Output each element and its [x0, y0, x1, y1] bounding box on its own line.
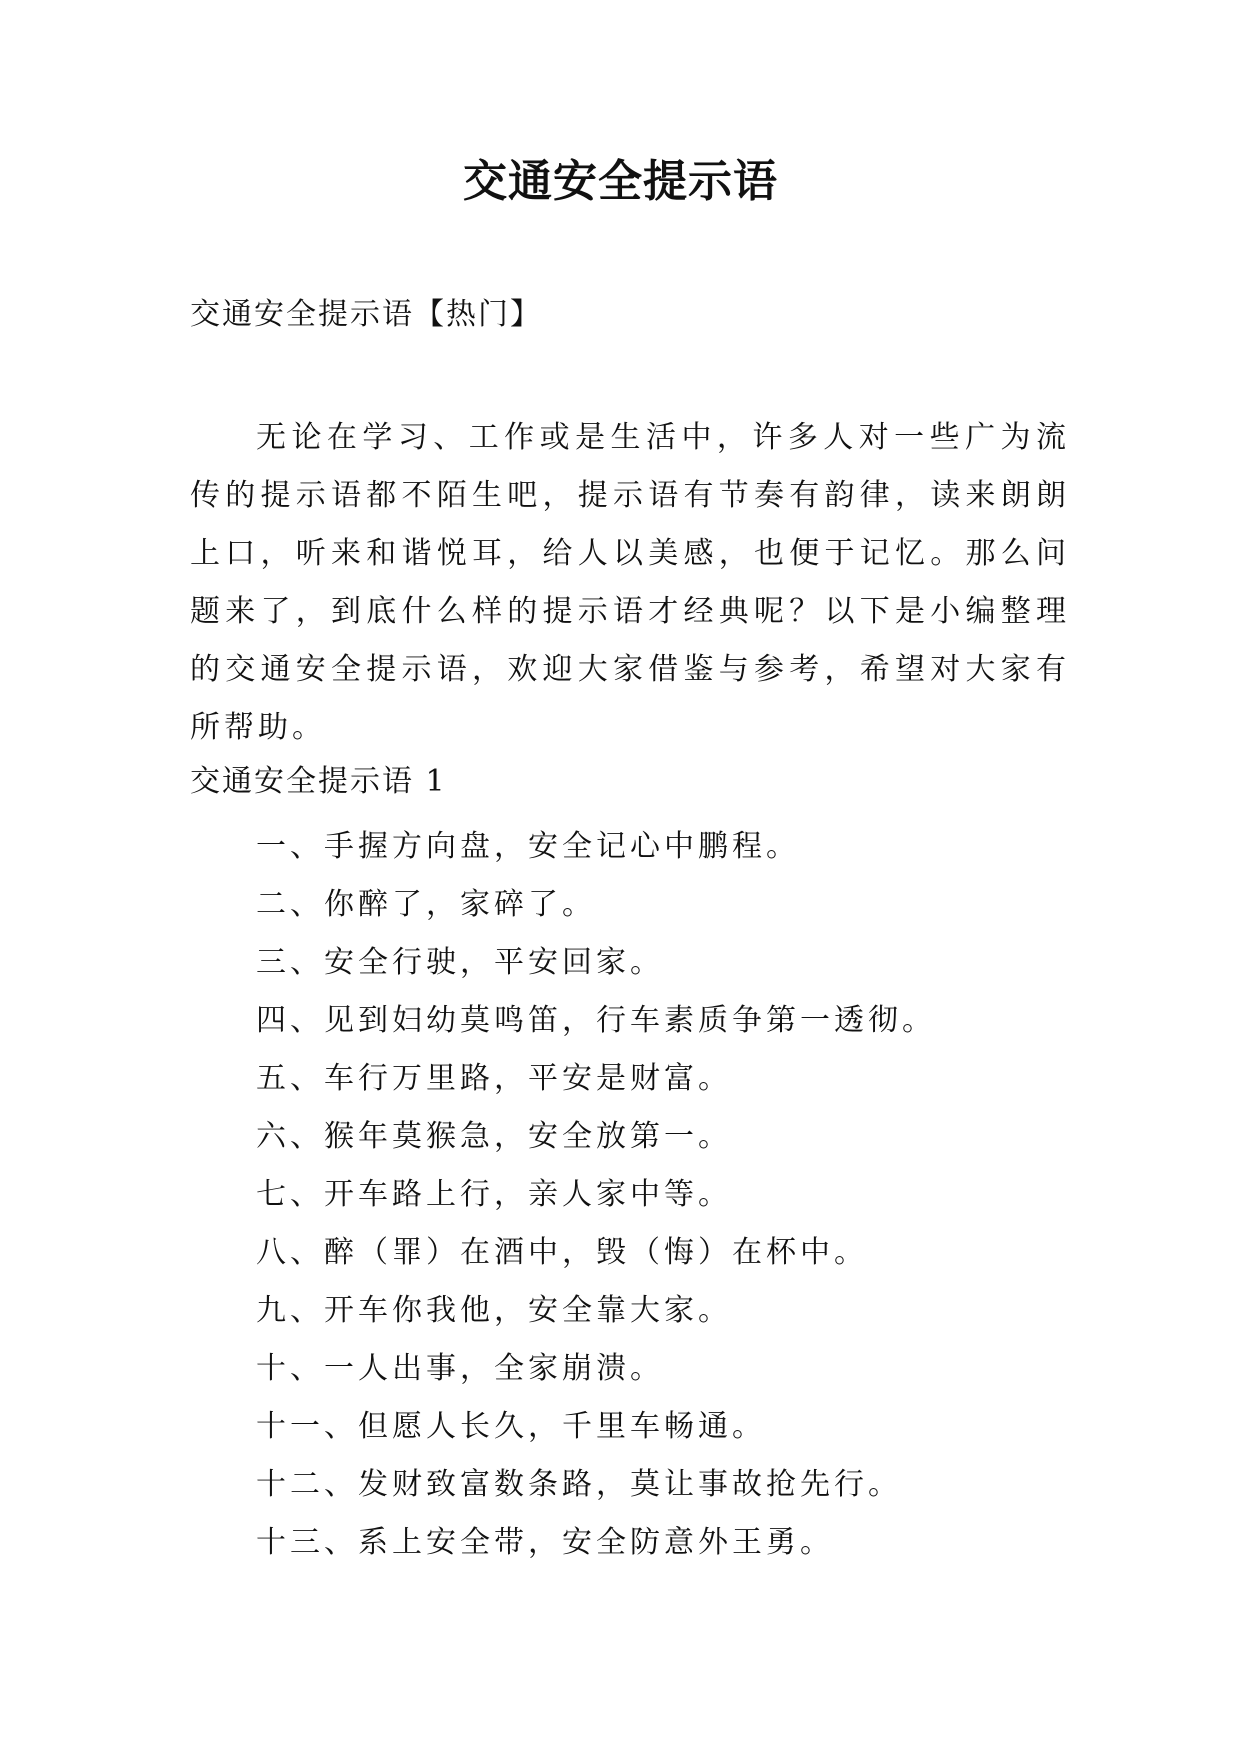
- slogan-item: 十一、但愿人长久，千里车畅通。: [256, 1409, 766, 1444]
- slogan-item: 一、手握方向盘，安全记心中鹏程。: [256, 829, 800, 864]
- slogan-item: 六、猴年莫猴急，安全放第一。: [256, 1119, 732, 1154]
- slogan-item: 十三、系上安全带，安全防意外王勇。: [256, 1525, 834, 1560]
- document-title: 交通安全提示语: [463, 156, 778, 207]
- intro-paragraph: 无论在学习、工作或是生活中，许多人对一些广为流传的提示语都不陌生吧，提示语有节奏有韵律，读来朗朗上口，听来和谐悦耳，给人以美感，也便于记忆。那么问题来了，到底什么样的提示语才经典呢？以下是小编整理的交通安全提示语，欢迎大家借鉴与参考，希望对大家有所帮助。: [190, 420, 1070, 745]
- slogan-item: 二、你醉了，家碎了。: [256, 887, 596, 922]
- slogan-item: 五、车行万里路，平安是财富。: [256, 1061, 732, 1096]
- slogan-item: 十二、发财致富数条路，莫让事故抢先行。: [256, 1467, 902, 1502]
- slogan-item: 四、见到妇幼莫鸣笛，行车素质争第一透彻。: [256, 1003, 936, 1038]
- slogan-item: 九、开车你我他，安全靠大家。: [256, 1293, 732, 1328]
- slogan-item: 八、醉（罪）在酒中，毁（悔）在杯中。: [256, 1235, 868, 1270]
- document-subtitle: 交通安全提示语【热门】: [190, 297, 542, 332]
- section-heading: 交通安全提示语 1: [190, 764, 447, 799]
- slogan-item: 三、安全行驶，平安回家。: [256, 945, 664, 980]
- slogan-item: 十、一人出事，全家崩溃。: [256, 1351, 664, 1386]
- slogan-list: [256, 818, 936, 1572]
- slogan-item: 七、开车路上行，亲人家中等。: [256, 1177, 732, 1212]
